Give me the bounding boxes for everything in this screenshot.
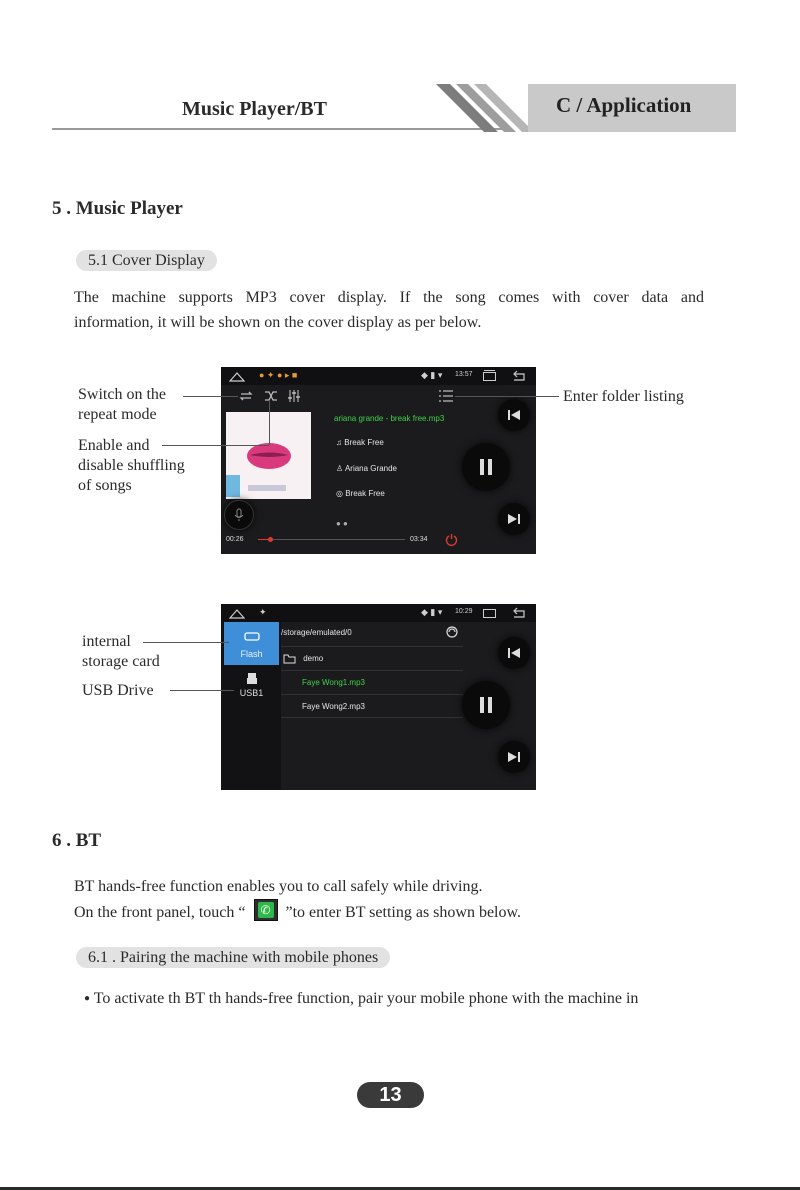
time-elapsed: 00:26 xyxy=(226,536,244,543)
subsection-5-1-pill: 5.1 Cover Display xyxy=(76,250,217,271)
current-path: /storage/emulated/0 xyxy=(281,628,352,637)
status-time-2: 10:29 xyxy=(455,608,473,615)
page-number: 13 xyxy=(379,1084,402,1106)
folder-name: demo xyxy=(303,654,324,664)
file-browser-screenshot xyxy=(221,604,536,790)
previous-button[interactable] xyxy=(498,637,530,669)
repeat-icon[interactable] xyxy=(238,389,254,403)
album-icon: ◎ xyxy=(336,489,343,498)
album-row xyxy=(336,489,385,498)
microphone-icon xyxy=(233,508,245,522)
callout-usb-drive: USB Drive xyxy=(82,682,154,699)
home-icon[interactable] xyxy=(229,607,245,619)
previous-button[interactable] xyxy=(498,399,530,431)
notification-icons: ● ✦ ● ▸ ■ xyxy=(259,370,298,380)
refresh-icon[interactable] xyxy=(446,626,458,638)
song-title: Break Free xyxy=(344,438,384,447)
bt-bullet-text: To activate th BT th hands-free function, pair your mobile phone with the machine in xyxy=(93,990,639,1007)
folder-row[interactable] xyxy=(283,654,323,664)
page-number-badge xyxy=(357,1082,424,1108)
artist-icon: ♙ xyxy=(336,464,344,473)
bt-line-2 xyxy=(74,899,521,925)
para-line-1: The machine supports MP3 cover display. If the song comes with cover data and xyxy=(74,289,704,306)
bt-line-1: BT hands-free function enables you to call safely while driving. xyxy=(74,878,483,895)
source-usb[interactable] xyxy=(224,670,279,706)
section-6-heading: 6 . BT xyxy=(52,830,102,851)
progress-track[interactable] xyxy=(258,539,405,540)
usb-drive-icon xyxy=(246,672,258,685)
folder-icon xyxy=(283,654,296,664)
callout-shuffle-line-2: disable shuffling xyxy=(78,457,185,474)
callout-shuffle-line-1: Enable and xyxy=(78,437,150,454)
next-icon xyxy=(507,513,521,525)
song-artist: Ariana Grande xyxy=(344,464,397,473)
song-title-row xyxy=(336,438,384,447)
section-5-heading: 5 . Music Player xyxy=(52,198,183,219)
callout-repeat-line-1: Switch on the xyxy=(78,386,166,403)
file-row-playing[interactable]: Faye Wong1.mp3 xyxy=(302,678,365,687)
bullet-icon: ● xyxy=(84,993,91,1004)
section-title: C / Application xyxy=(556,93,692,117)
pause-icon xyxy=(479,696,493,714)
header-title: Music Player/BT xyxy=(182,98,327,120)
pause-button[interactable] xyxy=(462,443,510,491)
callout-shuffle-line-3: of songs xyxy=(78,477,132,494)
song-album: Break Free xyxy=(345,489,385,498)
flash-label: Flash xyxy=(240,649,263,659)
callout-line-usb xyxy=(170,690,234,691)
home-icon[interactable] xyxy=(229,370,245,382)
song-filename: ariana grande - break free.mp3 xyxy=(334,414,445,423)
back-icon[interactable] xyxy=(511,370,527,382)
folder-list-icon[interactable] xyxy=(438,389,454,403)
progress-knob[interactable] xyxy=(268,537,273,542)
voice-button[interactable] xyxy=(224,500,254,530)
time-total: 03:34 xyxy=(410,536,428,543)
file-row[interactable]: Faye Wong2.mp3 xyxy=(302,702,365,711)
callout-internal-line-2: storage card xyxy=(82,653,160,670)
shuffle-icon[interactable] xyxy=(264,389,278,403)
artist-row xyxy=(336,464,397,473)
back-icon[interactable] xyxy=(511,607,527,619)
music-note-icon: ♫ xyxy=(336,438,342,447)
power-icon[interactable] xyxy=(445,533,458,546)
signal-icons-2: ◆ ▮ ▾ xyxy=(421,607,443,617)
next-button[interactable] xyxy=(498,741,530,773)
battery-icon xyxy=(483,609,496,618)
page-dots: ● ● xyxy=(336,519,348,528)
status-bar xyxy=(221,367,536,385)
bt-line-2-pre: On the front panel, touch “ xyxy=(74,904,246,921)
bt-line-2-post: ”to enter BT setting as shown below. xyxy=(285,904,522,921)
bt-phone-button xyxy=(254,899,278,921)
equalizer-icon[interactable] xyxy=(287,389,301,403)
callout-line-shuffle-vertical xyxy=(269,400,270,445)
flash-drive-icon xyxy=(244,630,260,642)
callout-internal-line-1: internal xyxy=(82,633,131,650)
callout-line-internal xyxy=(143,642,229,643)
callout-folder-listing: Enter folder listing xyxy=(563,388,684,405)
status-bar-2 xyxy=(221,604,536,622)
pause-icon xyxy=(479,458,493,476)
callout-repeat-line-2: repeat mode xyxy=(78,406,157,423)
previous-icon xyxy=(507,647,521,659)
next-button[interactable] xyxy=(498,503,530,535)
subsection-6-1-pill: 6.1 . Pairing the machine with mobile phones xyxy=(76,947,390,968)
previous-icon xyxy=(507,409,521,421)
bt-bullet xyxy=(84,986,638,1011)
callout-line-repeat xyxy=(183,396,238,397)
pause-button[interactable] xyxy=(462,681,510,729)
phone-icon: ✆ xyxy=(258,902,274,918)
callout-line-folder xyxy=(455,396,559,397)
status-time: 13:57 xyxy=(455,371,473,378)
next-icon xyxy=(507,751,521,763)
source-flash[interactable] xyxy=(224,622,279,665)
usb-status-icon: ✦ xyxy=(259,607,267,617)
signal-icons: ◆ ▮ ▾ xyxy=(421,370,443,380)
callout-line-shuffle xyxy=(162,445,269,446)
para-line-2: information, it will be shown on the cover display as per below. xyxy=(74,314,482,331)
usb-label: USB1 xyxy=(239,688,264,698)
